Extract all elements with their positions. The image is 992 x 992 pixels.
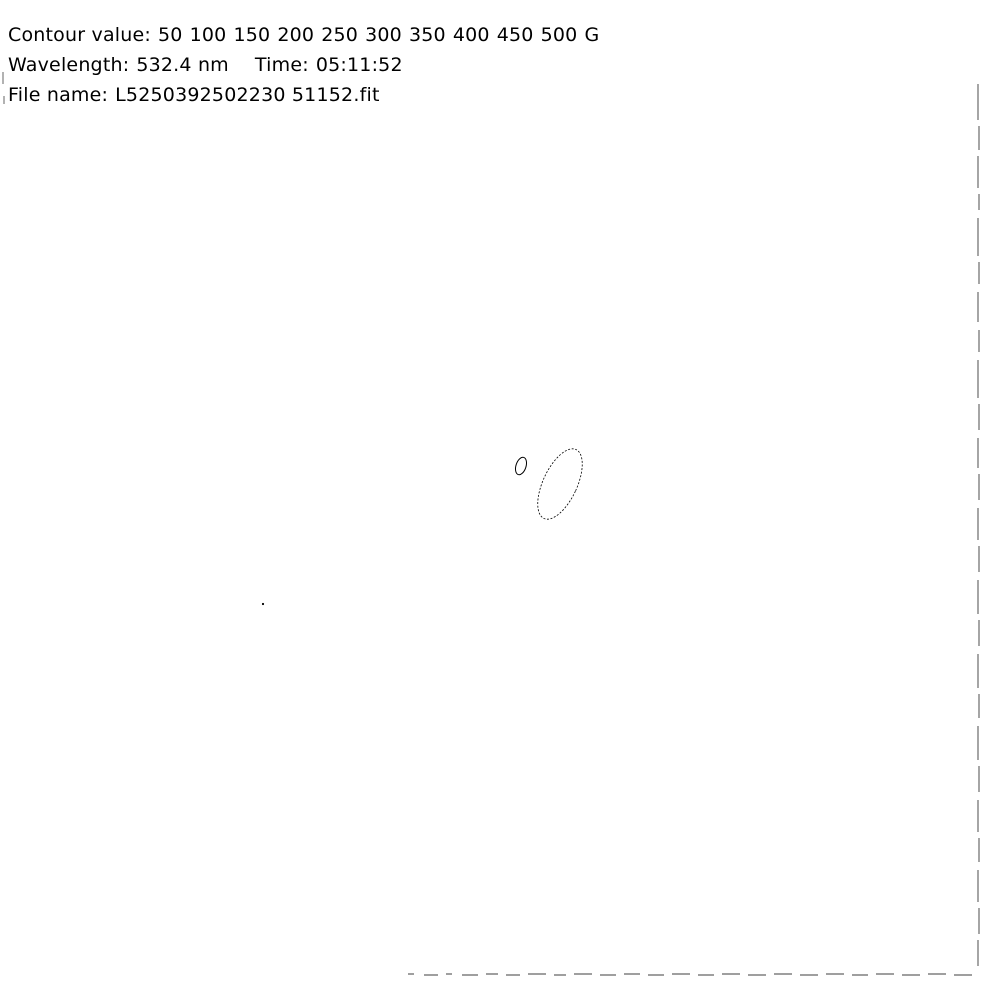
contour-value-350: 350 [408,24,446,46]
contour-value-100: 100 [189,24,227,46]
right-edge-noise [978,84,979,966]
wavelength-value: 532.4 nm [136,54,229,76]
contour-value-500: 500 [540,24,578,46]
file-name-label: File name: [8,84,109,106]
file-name-value: L5250392502230 51152.fit [115,84,380,106]
bottom-edge-noise [408,974,972,975]
contour-value-label: Contour value: [8,24,151,46]
isolated-point [262,603,264,605]
contour-value-50: 50 [158,24,183,46]
elongated-contour-ellipse [529,442,592,525]
time-label: Time: [254,54,309,76]
contour-value-400: 400 [452,24,490,46]
contour-value-250: 250 [321,24,359,46]
left-edge-noise [3,72,4,104]
small-contour-loop [513,456,528,476]
contour-features [262,442,592,605]
contour-unit-label: G [584,24,600,46]
contour-value-300: 300 [365,24,402,46]
contour-value-150: 150 [233,24,271,46]
contour-value-450: 450 [496,24,534,46]
time-value: 05:11:52 [315,54,403,76]
wavelength-label: Wavelength: [8,54,130,76]
contour-value-200: 200 [277,24,315,46]
